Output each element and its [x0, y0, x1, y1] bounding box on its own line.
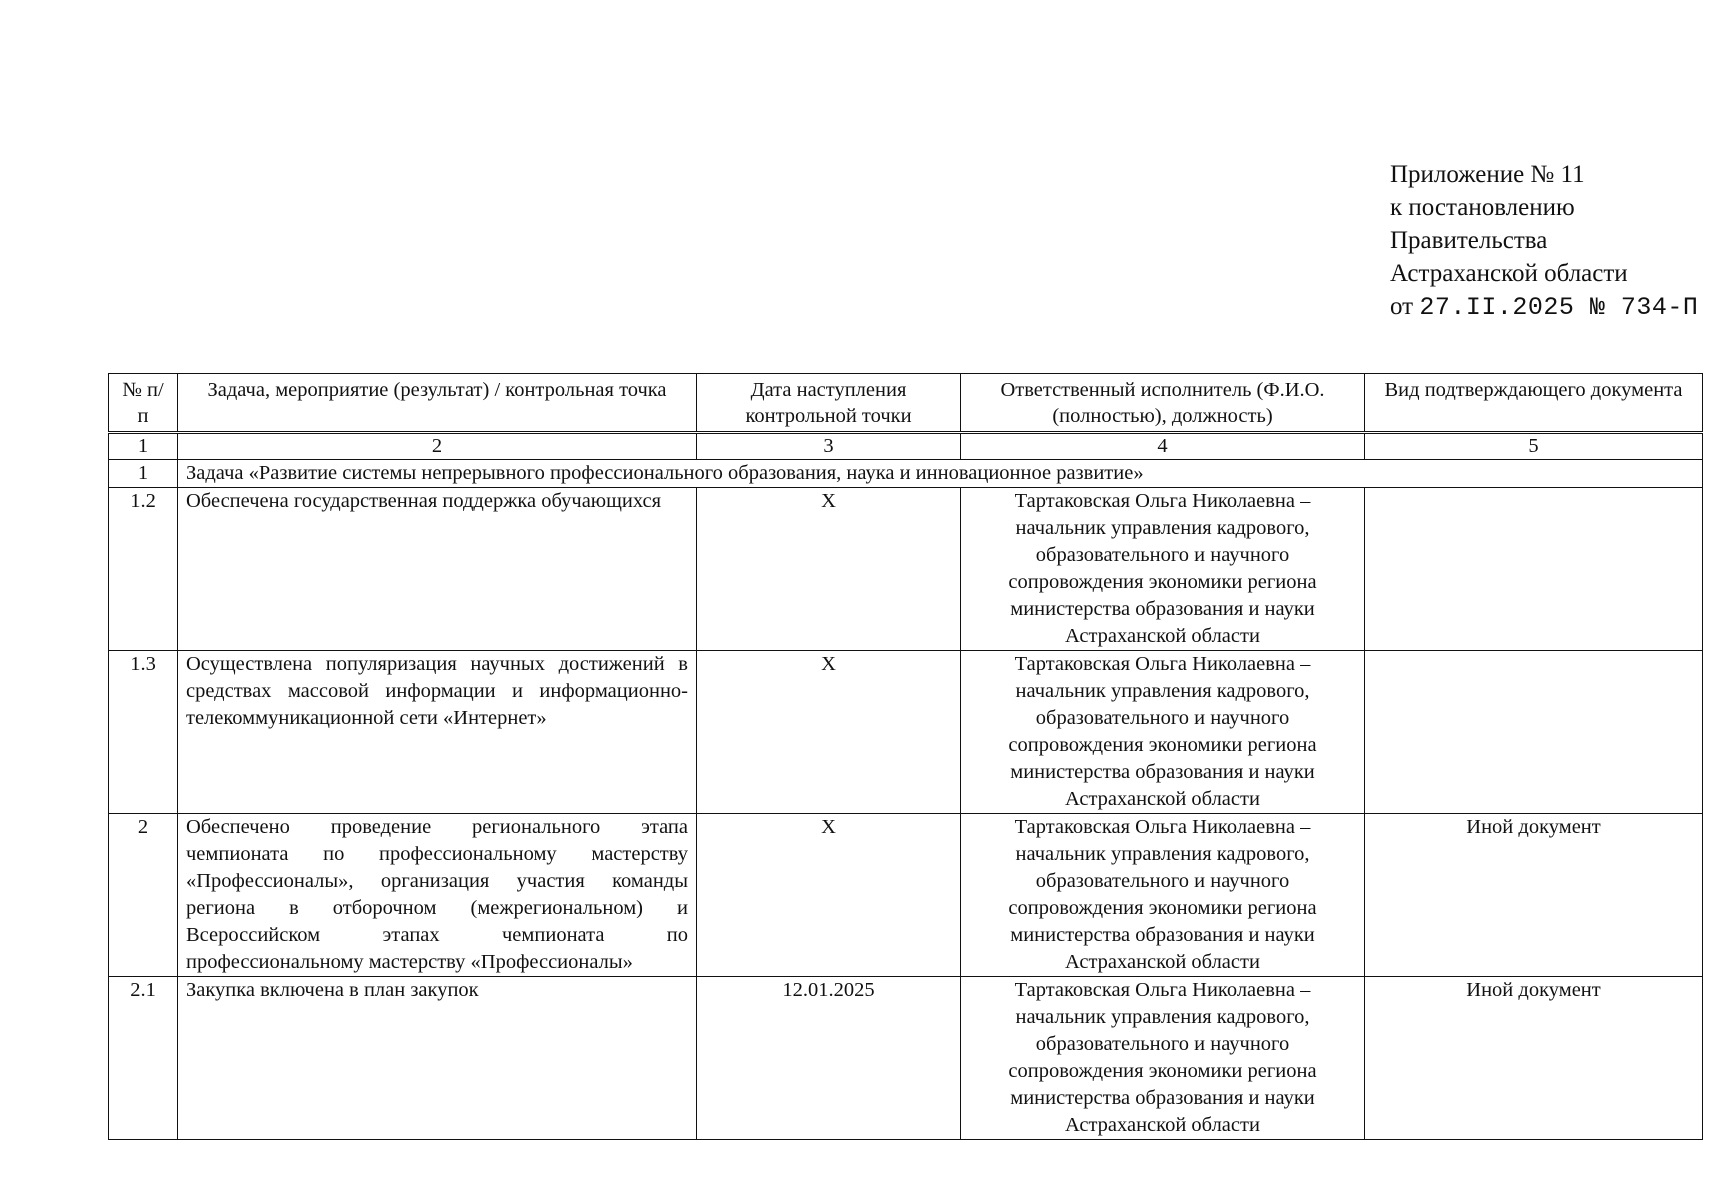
table-row	[109, 488, 1703, 651]
appendix-date-prefix: от	[1390, 293, 1414, 320]
row-executor: Тартаковская Ольга Николаевна – начальник управления кадрового, образовательного и научного сопровождения экономики региона министерства образования и науки Астраханской области	[961, 651, 1365, 814]
header-num: № п/п	[109, 374, 178, 433]
appendix-title: Приложение № 11	[1390, 161, 1585, 188]
table-row	[109, 977, 1703, 1140]
row-doc: Иной документ	[1365, 977, 1703, 1140]
column-numbers-row	[109, 433, 1703, 460]
row-task: Обеспечено проведение регионального этапа чемпионата по профессиональному мастерству «Профессионалы», организация участия команды региона в отборочном (межрегиональном) и Всероссийском этапах чемпионата по профессиональному мастерству «Профессионалы»	[178, 814, 697, 977]
row-executor: Тартаковская Ольга Николаевна – начальник управления кадрового, образовательного и научного сопровождения экономики региона министерства образования и науки Астраханской области	[961, 977, 1365, 1140]
header-date: Дата наступления контрольной точки	[697, 374, 961, 433]
header-task: Задача, мероприятие (результат) / контрольная точка	[178, 374, 697, 433]
table-header-row	[109, 374, 1703, 433]
row-task: Закупка включена в план закупок	[178, 977, 697, 1140]
row-executor: Тартаковская Ольга Николаевна – начальник управления кадрового, образовательного и научного сопровождения экономики региона министерства образования и науки Астраханской области	[961, 488, 1365, 651]
table-row	[109, 814, 1703, 977]
column-number: 2	[178, 433, 697, 460]
header-doc: Вид подтверждающего документа	[1365, 374, 1703, 433]
column-number: 1	[109, 433, 178, 460]
appendix-date-number: 27.II.2025 № 734-П	[1419, 293, 1699, 322]
appendix-to-resolution: к постановлению	[1390, 194, 1575, 221]
appendix-date-line	[1390, 290, 1698, 324]
appendix-region: Астраханской области	[1390, 260, 1628, 287]
row-date: X	[697, 651, 961, 814]
row-doc: Иной документ	[1365, 814, 1703, 977]
task-title: Задача «Развитие системы непрерывного профессионального образования, наука и инновационное развитие»	[178, 460, 1703, 488]
appendix-header	[1390, 158, 1698, 324]
header-executor: Ответственный исполнитель (Ф.И.О. (полностью), должность)	[961, 374, 1365, 433]
column-number: 3	[697, 433, 961, 460]
row-doc	[1365, 488, 1703, 651]
row-date: 12.01.2025	[697, 977, 961, 1140]
row-executor: Тартаковская Ольга Николаевна – начальник управления кадрового, образовательного и научного сопровождения экономики региона министерства образования и науки Астраханской области	[961, 814, 1365, 977]
row-num: 2.1	[109, 977, 178, 1140]
task-row	[109, 460, 1703, 488]
row-date: X	[697, 488, 961, 651]
row-num: 1.3	[109, 651, 178, 814]
appendix-government: Правительства	[1390, 227, 1548, 254]
row-num: 2	[109, 814, 178, 977]
row-date: X	[697, 814, 961, 977]
row-doc	[1365, 651, 1703, 814]
task-num: 1	[109, 460, 178, 488]
column-number: 4	[961, 433, 1365, 460]
column-number: 5	[1365, 433, 1703, 460]
row-task: Осуществлена популяризация научных достижений в средствах массовой информации и информационно-телекоммуникационной сети «Интернет»	[178, 651, 697, 814]
row-task: Обеспечена государственная поддержка обучающихся	[178, 488, 697, 651]
table-row	[109, 651, 1703, 814]
row-num: 1.2	[109, 488, 178, 651]
control-points-table	[108, 373, 1703, 1140]
